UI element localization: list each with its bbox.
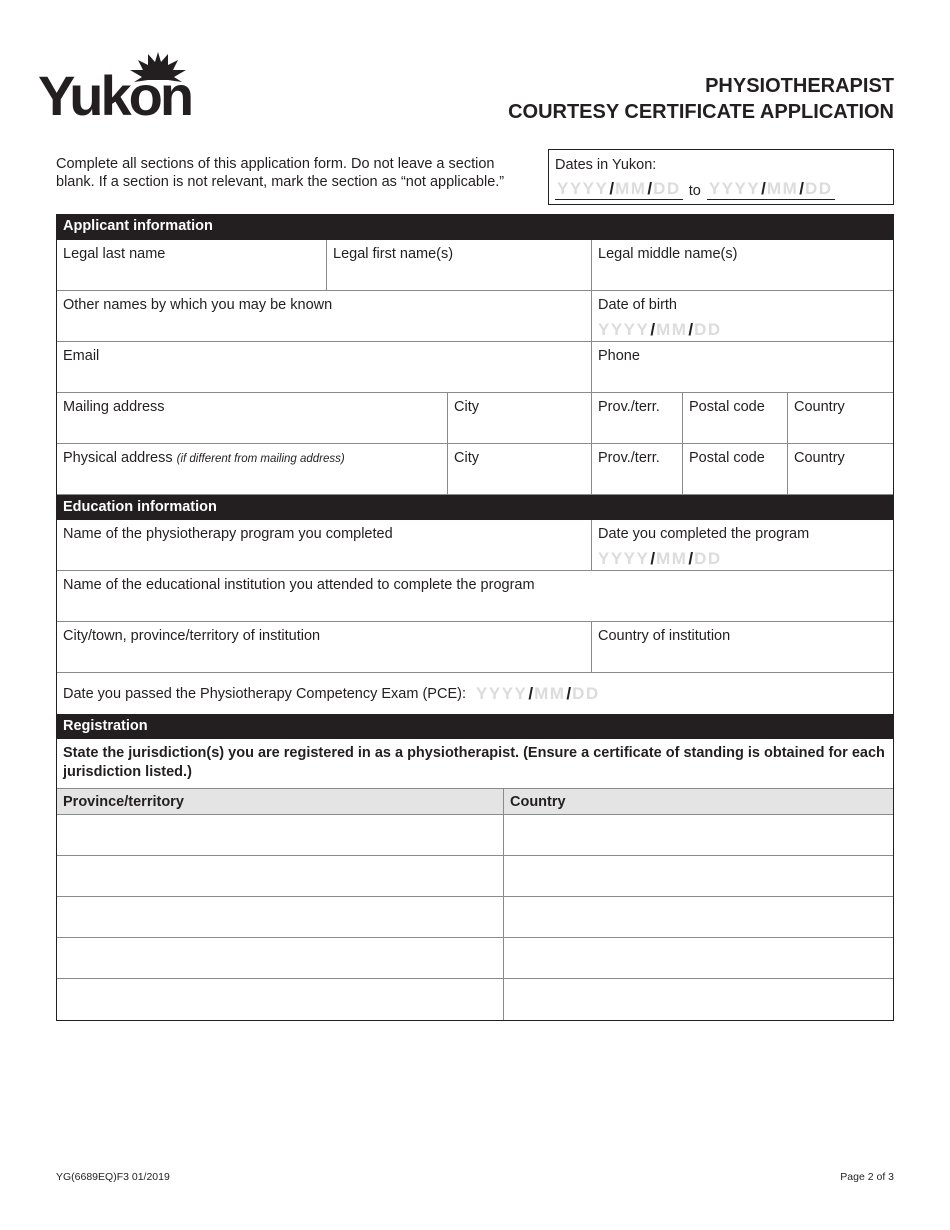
program-name-field[interactable]	[57, 520, 592, 570]
other-names-row	[57, 291, 893, 342]
form-id: YG(6689EQ)F3 01/2019	[56, 1171, 170, 1183]
legal-first-name-field[interactable]	[327, 240, 592, 290]
field-label: Other names by which you may be known	[63, 297, 333, 313]
field-label: Date you passed the Physiotherapy Competency Exam (PCE):	[63, 685, 466, 702]
dates-in-yukon-to-field[interactable]	[707, 178, 835, 200]
day-placeholder: DD	[694, 549, 722, 568]
month-placeholder: MM	[615, 179, 647, 198]
yukon-logo	[38, 52, 210, 127]
email-field[interactable]	[57, 342, 592, 392]
legal-last-name-field[interactable]	[57, 240, 327, 290]
field-label: Prov./terr.	[598, 399, 660, 415]
field-label: Date you completed the program	[598, 526, 810, 542]
month-placeholder: MM	[656, 549, 688, 568]
date-separator: /	[566, 683, 572, 703]
table-row	[57, 815, 893, 856]
field-label: Phone	[598, 348, 640, 364]
date-separator: /	[688, 549, 694, 568]
column-header-province: Province/territory	[57, 789, 504, 814]
country-cell[interactable]	[504, 979, 893, 1020]
mailing-country-field[interactable]	[788, 393, 893, 443]
field-label: Name of the physiotherapy program you completed	[63, 526, 393, 542]
field-label: Postal code	[689, 399, 765, 415]
institution-name-field[interactable]	[57, 571, 893, 621]
date-separator: /	[647, 179, 653, 198]
intro-text: Complete all sections of this application form. Do not leave a section blank. If a section is not relevant, mark the section as “not applicable.”	[56, 156, 505, 190]
date-separator: /	[799, 179, 804, 198]
contact-row	[57, 342, 893, 393]
date-separator: /	[761, 179, 766, 198]
date-separator: /	[688, 320, 694, 339]
institution-location-row	[57, 622, 893, 673]
mailing-address-field[interactable]	[57, 393, 448, 443]
title-line-1: PHYSIOTHERAPIST	[705, 75, 894, 97]
field-label: Prov./terr.	[598, 450, 660, 466]
dates-in-yukon-from-field[interactable]	[555, 178, 683, 200]
form-title	[508, 73, 894, 125]
day-placeholder: DD	[653, 179, 681, 198]
page-number: Page 2 of 3	[840, 1171, 894, 1183]
mailing-address-row	[57, 393, 893, 444]
institution-location-field[interactable]	[57, 622, 592, 672]
mailing-postal-code-field[interactable]	[683, 393, 788, 443]
table-row	[57, 979, 893, 1020]
column-header-country: Country	[510, 794, 566, 810]
dates-in-yukon-box	[548, 149, 894, 205]
country-cell[interactable]	[504, 856, 893, 896]
registration-instruction: State the jurisdiction(s) you are registered in as a physiotherapist. (Ensure a certificate of standing is obtained for each jurisdiction listed.)	[57, 739, 893, 789]
field-label: Legal last name	[63, 246, 166, 262]
dates-to-label: to	[688, 183, 701, 199]
province-cell[interactable]	[57, 815, 504, 855]
province-cell[interactable]	[57, 979, 504, 1020]
year-placeholder: YYYY	[598, 549, 650, 568]
year-placeholder: YYYY	[708, 179, 761, 198]
field-label: Legal middle name(s)	[598, 246, 738, 262]
month-placeholder: MM	[766, 179, 799, 198]
field-label: Email	[63, 348, 100, 364]
logo-text: Yukon	[38, 64, 192, 127]
phone-field[interactable]	[592, 342, 893, 392]
physical-prov-field[interactable]	[592, 444, 683, 494]
application-form	[56, 214, 894, 1021]
physical-address-row	[57, 444, 893, 495]
province-cell[interactable]	[57, 856, 504, 896]
date-separator: /	[528, 683, 534, 703]
field-label: Country	[794, 450, 845, 466]
country-cell[interactable]	[504, 815, 893, 855]
mailing-prov-field[interactable]	[592, 393, 683, 443]
country-cell[interactable]	[504, 938, 893, 978]
education-section-heading: Education information	[57, 495, 893, 520]
legal-middle-name-field[interactable]	[592, 240, 893, 290]
date-separator: /	[650, 320, 656, 339]
title-line-2: COURTESY CERTIFICATE APPLICATION	[508, 101, 894, 123]
institution-row	[57, 571, 893, 622]
field-hint: (if different from mailing address)	[176, 453, 345, 465]
date-format-hint	[598, 549, 887, 569]
field-label: Physical address	[63, 450, 173, 466]
month-placeholder: MM	[656, 320, 688, 339]
date-separator: /	[650, 549, 656, 568]
pce-date-field[interactable]	[57, 673, 893, 714]
physical-country-field[interactable]	[788, 444, 893, 494]
physical-city-field[interactable]	[448, 444, 592, 494]
field-label: Name of the educational institution you attended to complete the program	[63, 577, 535, 593]
year-placeholder: YYYY	[475, 683, 528, 703]
date-separator: /	[609, 179, 615, 198]
field-label: Mailing address	[63, 399, 165, 415]
table-row	[57, 897, 893, 938]
date-of-birth-field[interactable]	[592, 291, 893, 341]
program-date-field[interactable]	[592, 520, 893, 570]
province-cell[interactable]	[57, 897, 504, 937]
physical-address-field[interactable]	[57, 444, 448, 494]
day-placeholder: DD	[804, 179, 833, 198]
dates-in-yukon-label: Dates in Yukon:	[555, 157, 657, 173]
day-placeholder: DD	[694, 320, 722, 339]
other-names-field[interactable]	[57, 291, 592, 341]
date-format-hint	[476, 684, 600, 704]
field-label: City/town, province/territory of institution	[63, 628, 321, 644]
field-label: Postal code	[689, 450, 765, 466]
table-row	[57, 856, 893, 897]
applicant-section-heading: Applicant information	[57, 214, 893, 240]
registration-section-heading: Registration	[57, 714, 893, 739]
mailing-city-field[interactable]	[448, 393, 592, 443]
field-label: Country of institution	[598, 628, 731, 644]
field-label: Date of birth	[598, 297, 677, 313]
date-format-hint	[598, 320, 887, 340]
country-cell[interactable]	[504, 897, 893, 937]
year-placeholder: YYYY	[598, 320, 650, 339]
name-row	[57, 240, 893, 291]
dates-in-yukon-row	[555, 176, 887, 200]
year-placeholder: YYYY	[557, 179, 609, 198]
month-placeholder: MM	[534, 683, 566, 703]
registration-table-header	[57, 789, 893, 815]
institution-country-field[interactable]	[592, 622, 893, 672]
field-label: City	[454, 450, 479, 466]
physical-postal-code-field[interactable]	[683, 444, 788, 494]
field-label: Country	[794, 399, 845, 415]
field-label: Legal first name(s)	[333, 246, 454, 262]
province-cell[interactable]	[57, 938, 504, 978]
table-row	[57, 938, 893, 979]
program-row	[57, 520, 893, 571]
field-label: City	[454, 399, 479, 415]
day-placeholder: DD	[572, 683, 600, 703]
